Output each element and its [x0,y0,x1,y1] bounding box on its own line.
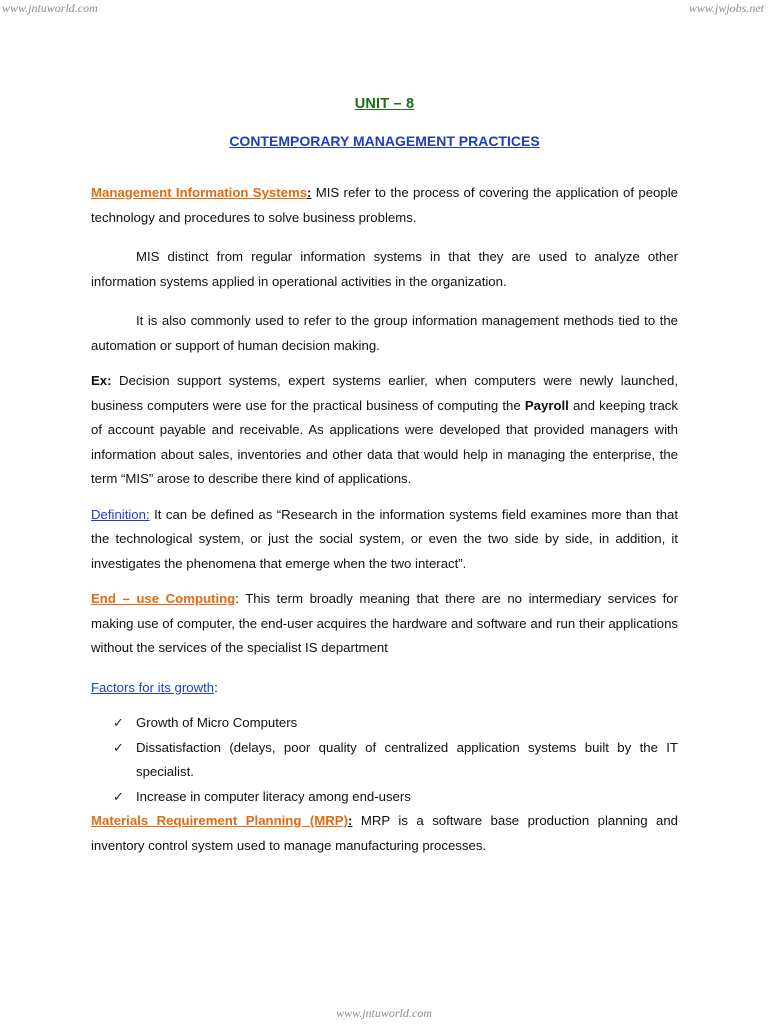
definition-paragraph [91,503,678,577]
mis-term: Management Information Systems [91,185,308,200]
list-item [91,785,678,810]
check-icon: ✓ [113,788,124,804]
example-text-before: Decision support systems, expert systems earlier, when computers were newly launched, business computers were use for the practical business of computing the [91,373,678,413]
payroll-word: Payroll [524,397,569,413]
example-label: Ex: [91,373,112,388]
mrp-text: MRP is a software base production planning and inventory control system used to manage manufacturing processes. [91,813,679,853]
mrp-term: Materials Requirement Planning (MRP) [91,813,348,828]
list-item-text: Dissatisfaction (delays, poor quality of centralized application systems built by the IT specialist. [136,739,678,779]
end-use-term: End – use Computing [91,591,236,606]
unit-heading: UNIT – 8 [354,96,415,112]
document-body [91,88,678,858]
list-item-text: Increase in computer literacy among end-users [136,788,411,804]
mrp-colon: : [347,813,353,828]
paragraph-group-methods: It is also commonly used to refer to the group information management methods tied to the automation or support of human decision making. [91,313,678,353]
page-title: CONTEMPORARY MANAGEMENT PRACTICES [229,132,540,149]
end-use-text: : This term broadly meaning that there are no intermediary services for making use of computer, the end-user acquires the hardware and software and run their applications without the services of the specialist IS department [91,591,678,655]
check-icon: ✓ [113,715,124,730]
factors-colon: : [214,679,218,695]
mis-text: MIS refer to the process of covering the application of people technology and procedures to solve business problems. [91,185,678,225]
header-left-url: www.jntuworld.com [2,1,98,15]
check-icon: ✓ [113,739,124,755]
end-use-paragraph [91,587,678,661]
footer-url: www.jntuworld.com [336,1006,432,1020]
factors-term: Factors for its growth [91,679,215,695]
paragraph-mis-distinct: MIS distinct from regular information systems in that they are used to analyze other information systems applied in operational activities in the organization. [91,249,678,289]
example-paragraph [91,369,678,492]
header-right-url: www.jwjobs.net [688,1,764,15]
list-item-text: Growth of Micro Computers [136,715,298,730]
mis-colon: : [307,185,312,200]
list-item [91,736,678,785]
example-text-after: and keeping track of account payable and receivable. As applications were developed that provided managers with information about sales, inventories and other data that would help in managing the enterprise, the term “MIS” arose to describe there kind of applications. [91,397,678,486]
definition-term: Definition: [91,506,150,522]
definition-text: It can be defined as “Research in the information systems field examines more than that the technological system, or just the social system, or even the two side by side, in addition, it investigates the phenomena that emerge when the two interact”. [91,506,678,571]
factors-heading [91,676,678,701]
mis-paragraph [91,181,678,230]
mrp-paragraph [91,809,678,858]
list-item [91,711,678,736]
factors-list [91,711,678,809]
